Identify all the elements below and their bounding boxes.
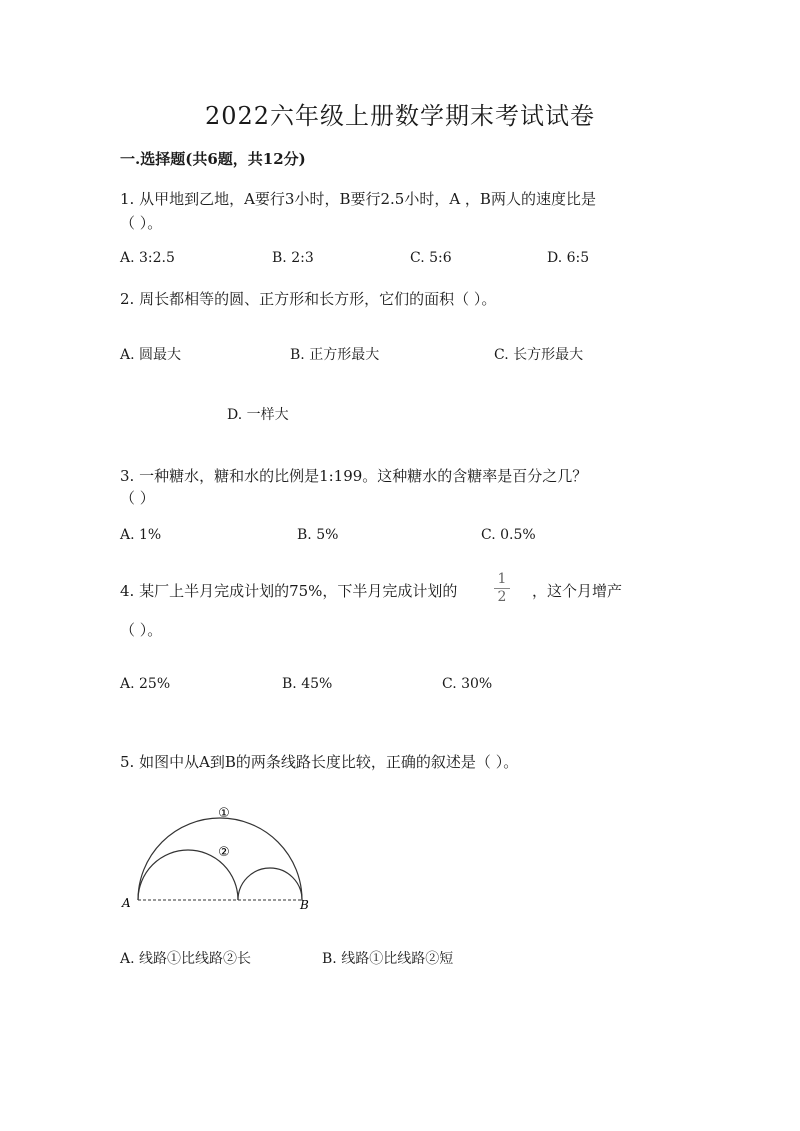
- question-3-text: 3. 一种糖水，糖和水的比例是1:199。这种糖水的含糖率是百分之几？: [120, 467, 588, 485]
- fraction-denominator: 2: [497, 589, 507, 605]
- question-2-option-c[interactable]: C. 长方形最大: [494, 347, 584, 363]
- section-heading: 一.选择题(共6题，共12分): [120, 150, 306, 168]
- route-2-arc-small: [238, 868, 302, 900]
- page-title: 2022六年级上册数学期末考试试卷: [204, 102, 596, 130]
- question-1-option-d[interactable]: D. 6:5: [547, 250, 590, 266]
- question-1-option-a[interactable]: A. 3:2.5: [120, 250, 175, 266]
- question-5-text: 5. 如图中从A到B的两条线路长度比较，正确的叙述是（ ）。: [120, 753, 519, 771]
- question-3-option-c[interactable]: C. 0.5%: [481, 527, 536, 543]
- fraction-one-half: [492, 572, 512, 605]
- question-1-blank: （ ）。: [120, 214, 163, 232]
- point-b-label: B: [300, 898, 309, 912]
- route-1-label: ①: [218, 806, 230, 821]
- question-3-option-b[interactable]: B. 5%: [297, 527, 339, 543]
- question-2-option-a[interactable]: A. 圆最大: [120, 347, 182, 363]
- question-4-option-b[interactable]: B. 45%: [282, 676, 333, 692]
- question-1-text: 1. 从甲地到乙地，A要行3小时，B要行2.5小时，A ，B两人的速度比是: [120, 190, 596, 208]
- question-1-option-b[interactable]: B. 2:3: [272, 250, 314, 266]
- question-1-option-c[interactable]: C. 5:6: [410, 250, 452, 266]
- question-3-option-a[interactable]: A. 1%: [120, 527, 162, 543]
- question-4-text: 4. 某厂上半月完成计划的75%，下半月完成计划的: [120, 582, 458, 600]
- question-4-text-end: ，这个月增产: [532, 582, 623, 600]
- fraction-numerator: 1: [497, 571, 507, 587]
- question-5-option-a[interactable]: A. 线路①比线路②长: [120, 951, 252, 967]
- point-a-label: A: [122, 896, 131, 910]
- question-2-option-d[interactable]: D. 一样大: [227, 407, 289, 423]
- route-2-label: ②: [218, 845, 230, 860]
- route-diagram: [118, 800, 318, 915]
- question-5-option-b[interactable]: B. 线路①比线路②短: [322, 951, 454, 967]
- question-4-blank: （ ）。: [120, 621, 163, 639]
- question-4-option-c[interactable]: C. 30%: [442, 676, 493, 692]
- question-4-option-a[interactable]: A. 25%: [120, 676, 171, 692]
- question-3-blank: （ ）: [120, 489, 155, 507]
- question-2-option-b[interactable]: B. 正方形最大: [290, 347, 380, 363]
- question-2-text: 2. 周长都相等的圆、正方形和长方形，它们的面积（ ）。: [120, 290, 497, 308]
